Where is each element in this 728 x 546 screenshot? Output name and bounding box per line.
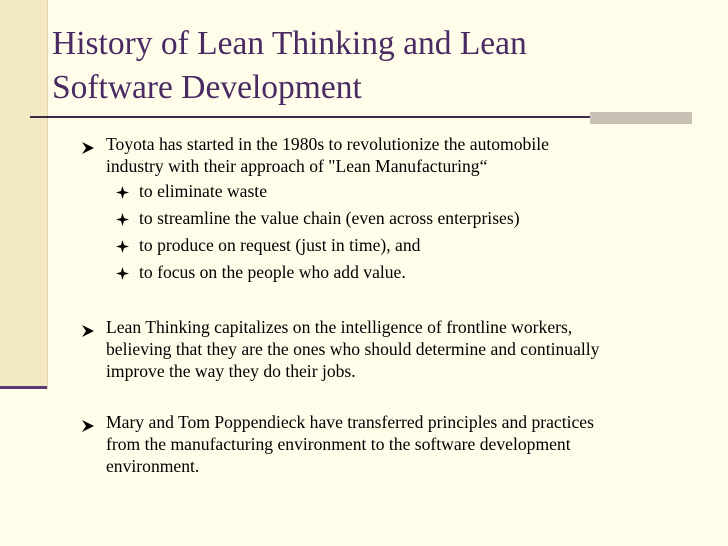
sub-bullet-item: to focus on the people who add value. [139, 262, 406, 282]
bullet-line: industry with their approach of "Lean Manufacturing“ [106, 156, 488, 176]
bullet-item [106, 133, 706, 177]
bullet-item [106, 316, 706, 382]
arrowhead-bullet-icon [81, 324, 95, 338]
left-band-edge [47, 0, 48, 389]
bullet-line: Mary and Tom Poppendieck have transferred principles and practices [106, 412, 594, 432]
bullet-line: from the manufacturing environment to the software development [106, 434, 571, 454]
bullet-line: improve the way they do their jobs. [106, 361, 356, 381]
left-decorative-band [0, 0, 47, 386]
slide-title-line: History of Lean Thinking and Lean [52, 25, 527, 62]
diamond-bullet-icon [116, 213, 129, 226]
diamond-bullet-icon [116, 267, 129, 280]
slide-title [52, 22, 712, 110]
sub-bullet-item: to eliminate waste [139, 181, 268, 201]
bullet-line: Lean Thinking capitalizes on the intelligence of frontline workers, [106, 317, 573, 337]
bullet-item [106, 411, 706, 477]
title-underline [30, 116, 590, 118]
diamond-bullet-icon [116, 240, 129, 253]
diamond-bullet-icon [116, 186, 129, 199]
sub-bullet-item: to produce on request (just in time), and [139, 235, 421, 255]
arrowhead-bullet-icon [81, 141, 95, 155]
left-band-accent-line [0, 386, 47, 389]
sub-bullet-item: to streamline the value chain (even across enterprises) [139, 208, 520, 228]
title-underline-accent [590, 112, 692, 124]
bullet-line: believing that they are the ones who should determine and continually [106, 339, 600, 359]
bullet-line: Toyota has started in the 1980s to revolutionize the automobile [106, 134, 549, 154]
arrowhead-bullet-icon [81, 419, 95, 433]
bullet-line: environment. [106, 456, 200, 476]
slide-title-line: Software Development [52, 69, 362, 106]
